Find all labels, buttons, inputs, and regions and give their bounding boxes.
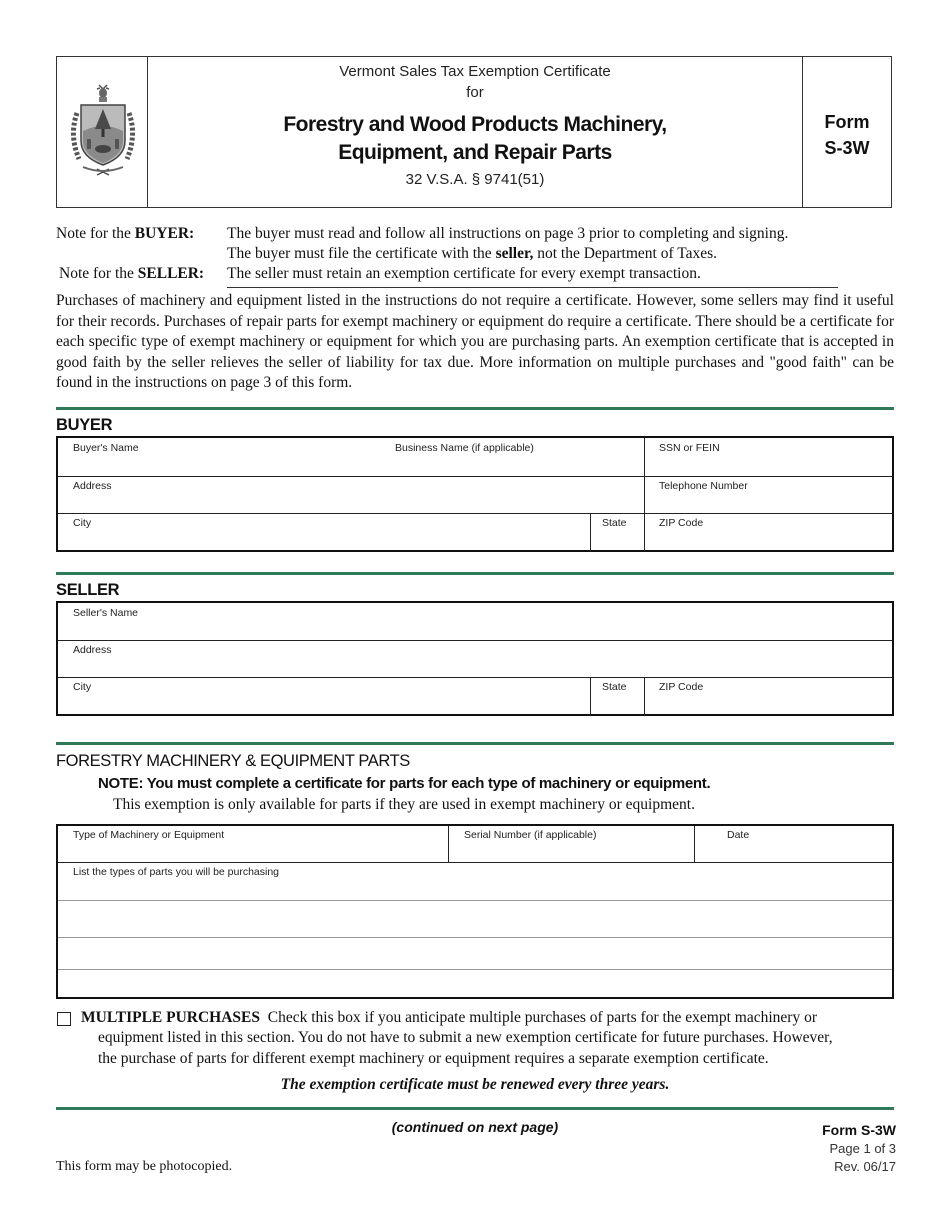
parts-list-field[interactable]: List the types of parts you will be purchasing bbox=[73, 866, 280, 878]
parts-section-title: FORESTRY MACHINERY & EQUIPMENT PARTS bbox=[56, 752, 410, 770]
multiple-purchases-line1: MULTIPLE PURCHASES Check this box if you anticipate multiple purchases of parts for the exempt machinery or bbox=[81, 1009, 817, 1026]
buyer-state-field[interactable]: State bbox=[602, 517, 627, 529]
renewal-notice: The exemption certificate must be renewed every three years. bbox=[280, 1076, 670, 1093]
buyer-note-label: Note for the BUYER: bbox=[56, 225, 195, 242]
seller-city-field[interactable]: City bbox=[73, 681, 92, 693]
form-header bbox=[56, 56, 892, 208]
form-number: S-3W bbox=[824, 138, 870, 158]
continued-notice: (continued on next page) bbox=[391, 1119, 559, 1135]
footer-revision: Rev. 06/17 bbox=[834, 1159, 896, 1174]
form-title-line2: Equipment, and Repair Parts bbox=[338, 141, 612, 164]
for-text: for bbox=[466, 84, 484, 101]
buyer-ssn-fein-field[interactable]: SSN or FEIN bbox=[659, 442, 720, 454]
parts-note: NOTE: You must complete a certificate for parts for each type of machinery or equipment. bbox=[98, 775, 711, 792]
seller-fields-box bbox=[56, 601, 894, 716]
multiple-purchases-line3: the purchase of parts for different exempt machinery or equipment requires a separate exemption certificate. bbox=[98, 1050, 769, 1067]
buyer-name-field[interactable]: Buyer's Name bbox=[73, 442, 139, 454]
buyer-note-line2: The buyer must file the certificate with the seller, not the Department of Taxes. bbox=[227, 245, 718, 262]
multiple-purchases-line2: equipment listed in this section. You do not have to submit a new exemption certificate for future purchases. However, bbox=[98, 1029, 833, 1046]
parts-subnote: This exemption is only available for parts if they are used in exempt machinery or equipment. bbox=[113, 796, 695, 813]
buyer-telephone-field[interactable]: Telephone Number bbox=[659, 480, 748, 492]
form-title-line1: Forestry and Wood Products Machinery, bbox=[283, 113, 667, 136]
seller-note-line: The seller must retain an exemption certificate for every exempt transaction. bbox=[227, 265, 701, 282]
multiple-purchases-label: MULTIPLE PURCHASES bbox=[81, 1009, 261, 1026]
buyer-zip-field[interactable]: ZIP Code bbox=[659, 517, 704, 529]
buyer-address-field[interactable]: Address bbox=[73, 480, 112, 492]
photocopy-notice: This form may be photocopied. bbox=[56, 1159, 233, 1174]
seller-state-field[interactable]: State bbox=[602, 681, 627, 693]
seller-section-title: SELLER bbox=[56, 581, 120, 599]
seller-address-field[interactable]: Address bbox=[73, 644, 112, 656]
parts-fields-box bbox=[56, 824, 894, 999]
form-word: Form bbox=[824, 112, 870, 132]
buyer-note-line1: The buyer must read and follow all instructions on page 3 prior to completing and signing. bbox=[227, 225, 789, 242]
form-number-cell bbox=[802, 57, 891, 207]
parts-section-rule bbox=[56, 742, 894, 745]
serial-number-field[interactable]: Serial Number (if applicable) bbox=[464, 829, 597, 841]
footer-page-number: Page 1 of 3 bbox=[829, 1141, 896, 1156]
statute-reference: 32 V.S.A. § 9741(51) bbox=[405, 171, 545, 188]
date-field[interactable]: Date bbox=[727, 829, 750, 841]
intro-paragraph: Purchases of machinery and equipment listed in the instructions do not require a certificate. However, some sellers may find it useful for their records. Purchases of repair parts for exempt machinery or equipment do require a certificate. There should be a certificate for each specific type of exempt machinery or equipment for which you are purchasing parts. An exemption certificate that is accepted in good faith by the seller relieves the seller of liability for tax due. More information on multiple purchases and "good faith" can be found in the instructions on page 3 of this form. bbox=[56, 292, 894, 391]
title-cell bbox=[147, 57, 803, 207]
vermont-seal-icon bbox=[63, 83, 143, 183]
buyer-fields-box bbox=[56, 436, 894, 552]
seal-cell bbox=[57, 57, 148, 207]
buyer-section-title: BUYER bbox=[56, 416, 113, 434]
seller-name-field[interactable]: Seller's Name bbox=[73, 607, 139, 619]
seller-zip-field[interactable]: ZIP Code bbox=[659, 681, 704, 693]
footer-rule bbox=[56, 1107, 894, 1110]
note-underline bbox=[227, 287, 838, 288]
seller-section-rule bbox=[56, 572, 894, 575]
buyer-city-field[interactable]: City bbox=[73, 517, 92, 529]
buyer-section-rule bbox=[56, 407, 894, 410]
machinery-type-field[interactable]: Type of Machinery or Equipment bbox=[73, 829, 225, 841]
multiple-purchases-checkbox[interactable] bbox=[57, 1012, 71, 1026]
buyer-business-name-field[interactable]: Business Name (if applicable) bbox=[395, 442, 534, 454]
footer-form-number: Form S-3W bbox=[822, 1122, 896, 1138]
certificate-subtitle: Vermont Sales Tax Exemption Certificate bbox=[339, 63, 611, 80]
seller-note-label: Note for the SELLER: bbox=[59, 265, 205, 282]
